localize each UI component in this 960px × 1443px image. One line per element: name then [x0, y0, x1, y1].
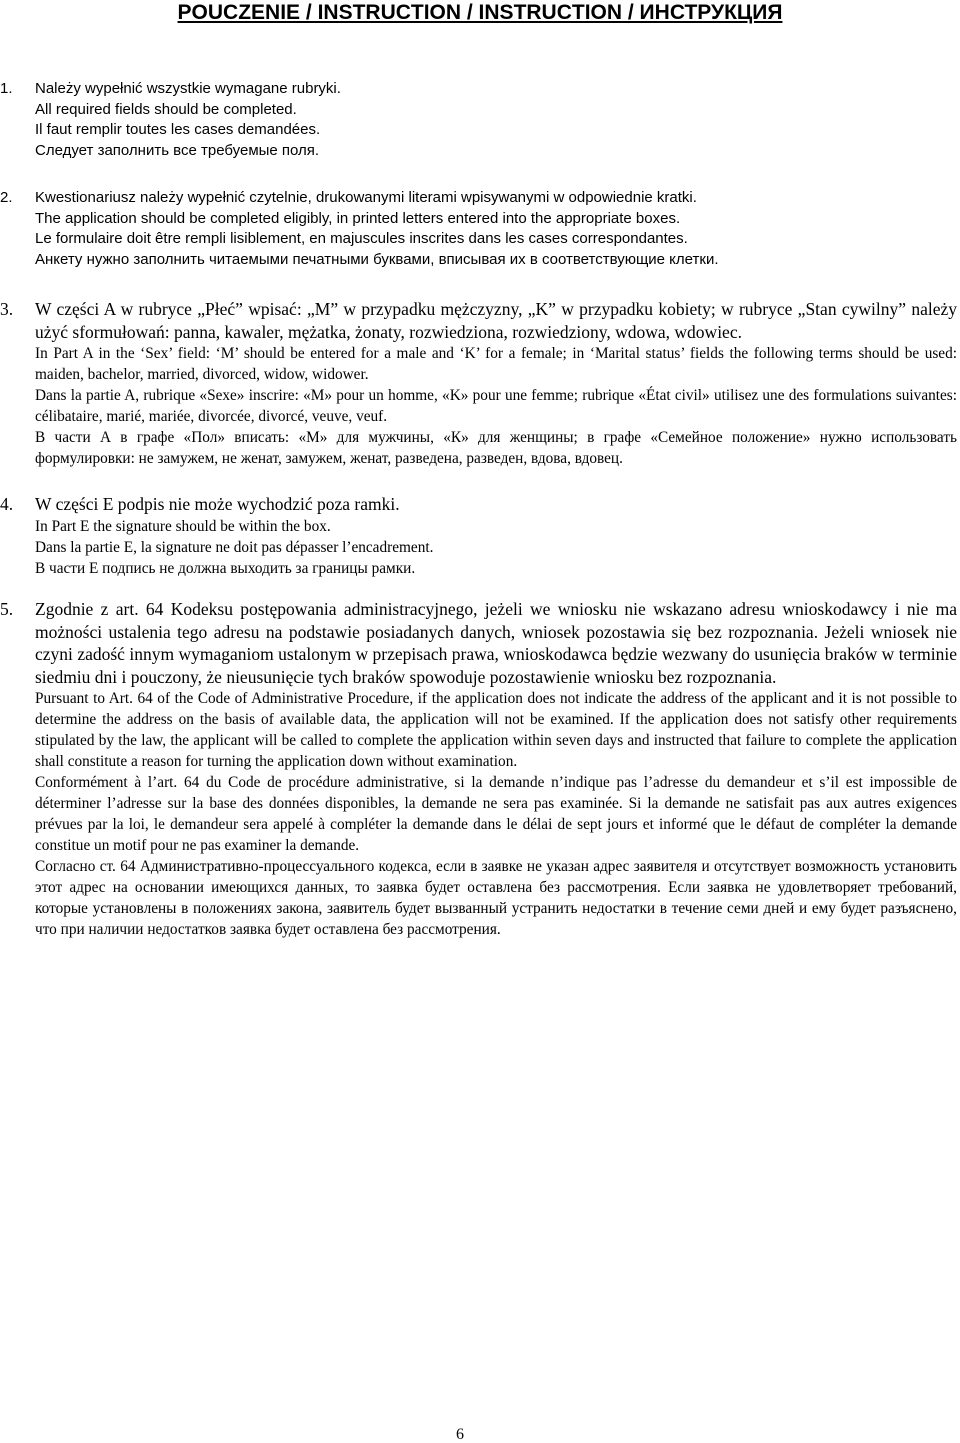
item-line-french: Dans la partie E, la signature ne doit pas dépasser l’encadrement.: [35, 538, 434, 556]
item-line-french: Le formulaire doit être rempli lisiblement, en majuscules inscrites dans les cases correspondantes.: [35, 230, 688, 247]
item-number: 5.: [0, 599, 14, 619]
item-line-polish: W części E podpis nie może wychodzić poza ramki.: [35, 494, 400, 514]
instruction-item-4: [0, 493, 960, 579]
item-paragraph-english: Pursuant to Art. 64 of the Code of Administrative Procedure, if the application does not indicate the address of the applicant and it is not possible to determine the address on the basis of available data, the application will not be examined. If the application does not satisfy other requirements stipulated by the law, the applicant will be called to complete the application within seven days and instructed that failure to complete the application shall constitute a reason for turning the application down without examination.: [35, 690, 957, 770]
page-title: POUCZENIE / INSTRUCTION / INSTRUCTION / ИНСТРУКЦИЯ: [177, 1, 783, 24]
instruction-item-3: [0, 298, 960, 469]
item-line-french: Il faut remplir toutes les cases demandées.: [35, 121, 321, 138]
item-paragraph-russian: Согласно ст. 64 Административно-процессуального кодекса, если в заявке не указан адрес заявителя и отсутствует возможность установить этот адрес на основании имеющихся данных, то заявка будет оставлена без рассмотрения. Если заявка не удовлетворяет требований, которые установлены в положениях закона, заявитель будет вызванный устранить недостатки в течение семи дней и ему будет разъяснено, что при наличии недостатков заявка будет оставлена без рассмотрения.: [35, 858, 957, 938]
item-number: 4.: [0, 494, 14, 514]
instruction-item-2: [0, 188, 960, 270]
item-number: 3.: [0, 299, 14, 319]
item-paragraph-french: Dans la partie A, rubrique «Sexe» inscrire: «M» pour un homme, «K» pour une femme; rubrique «État civil» utilisez une des formulations suivantes: célibataire, marié, mariée, divorcée, divorcé, veuve, veuf.: [35, 387, 957, 425]
item-line-english: The application should be completed eligibly, in printed letters entered into the appropriate boxes.: [35, 209, 681, 227]
item-paragraph-french: Conformément à l’art. 64 du Code de procédure administrative, si la demande n’indique pas l’adresse du demandeur et s’il est impossible de déterminer l’adresse sur la base des données disponibles, la demande ne sera pas examinée. Si la demande ne satisfait pas aux autres exigences prévues par la loi, le demandeur sera appelé à compléter la demande dans le délai de sept jours et informé que le défaut de compléter la demande constitue un motif pour ne pas examiner la demande.: [35, 774, 957, 854]
item-paragraph-polish: W części A w rubryce „Płeć” wpisać: „M” w przypadku mężczyzny, „K” w przypadku kobiety; w rubryce „Stan cywilny” należy użyć sformułowań: panna, kawaler, mężatka, żonaty, rozwiedziona, rozwiedziony, wdowa, wdowiec.: [35, 299, 957, 342]
item-paragraph-russian: В части А в графе «Пол» вписать: «М» для мужчины, «К» для женщины; в графе «Семейное положение» нужно использовать формулировки: не замужем, не женат, замужем, женат, разведена, разведен, вдова, вдовец.: [35, 429, 957, 467]
item-paragraph-english: In Part A in the ‘Sex’ field: ‘M’ should be entered for a male and ‘K’ for a female; in ‘Marital status’ fields the following terms should be used: maiden, bachelor, married, divorced, widow, widower.: [35, 345, 957, 383]
item-line-polish: Należy wypełnić wszystkie wymagane rubryki.: [35, 80, 341, 97]
item-line-russian: Следует заполнить все требуемые поля.: [35, 141, 320, 159]
item-line-english: All required fields should be completed.: [35, 100, 297, 118]
item-line-russian: В части Е подпись не должна выходить за границы рамки.: [35, 559, 416, 577]
instruction-item-5: [0, 598, 960, 940]
instruction-item-1: [0, 79, 960, 161]
item-paragraph-polish: Zgodnie z art. 64 Kodeksu postępowania administracyjnego, jeżeli we wniosku nie wskazano adresu wnioskodawcy i nie ma możności ustalenia tego adresu na podstawie posiadanych danych, wniosek pozostawia się bez rozpoznania. Jeżeli wniosek nie czyni zadość innym wymaganiom ustalonym w przepisach prawa, wnioskodawca będzie wezwany do usunięcia braków w terminie siedmiu dni i pouczony, że nieusunięcie tych braków spowoduje pozostawienie wniosku bez rozpoznania.: [35, 599, 957, 687]
item-line-polish: Kwestionariusz należy wypełnić czytelnie, drukowanymi literami wpisywanymi w odpowiednie kratki.: [35, 189, 697, 206]
item-line-english: In Part E the signature should be within the box.: [35, 517, 331, 535]
item-number: 2.: [0, 189, 13, 206]
item-number: 1.: [0, 80, 13, 97]
item-line-russian: Анкету нужно заполнить читаемыми печатными буквами, вписывая их в соответствующие клетки.: [35, 250, 719, 268]
page-number: 6: [456, 1426, 464, 1443]
